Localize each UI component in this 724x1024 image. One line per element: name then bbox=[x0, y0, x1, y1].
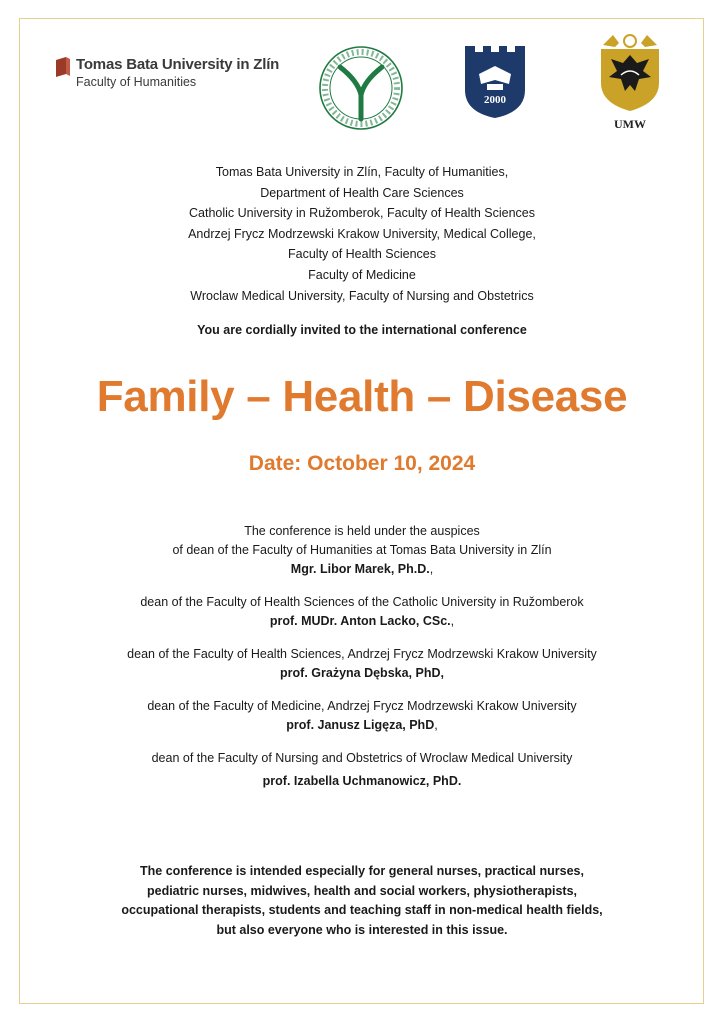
ku-seal bbox=[318, 45, 404, 131]
conference-date: Date: October 10, 2024 bbox=[248, 452, 476, 475]
institution-line: Catholic University in Ružomberok, Faculty of Health Sciences bbox=[189, 206, 535, 221]
invitation-text: You are cordially invited to the international conference bbox=[197, 323, 527, 337]
dean-role: dean of the Faculty of Medicine, Andrzej Frycz Modrzewski Krakow University bbox=[147, 699, 577, 713]
akf-crest bbox=[463, 44, 527, 120]
dean-role: of dean of the Faculty of Humanities at Tomas Bata University in Zlín bbox=[172, 543, 552, 557]
tbu-name: Tomas Bata University in Zlín bbox=[76, 56, 280, 73]
institution-line: Faculty of Medicine bbox=[308, 267, 416, 282]
book-icon bbox=[56, 57, 70, 77]
dean-role: dean of the Faculty of Health Sciences, Andrzej Frycz Modrzewski Krakow University bbox=[127, 647, 597, 661]
umw-label: UMW bbox=[614, 117, 646, 131]
svg-text:2000: 2000 bbox=[484, 94, 506, 106]
institution-line: Wroclaw Medical University, Faculty of Nursing and Obstetrics bbox=[190, 288, 534, 303]
tbu-logo bbox=[56, 56, 279, 90]
conference-title: Family – Health – Disease bbox=[96, 372, 628, 421]
tbu-faculty: Faculty of Humanities bbox=[76, 75, 197, 89]
dean-role: dean of the Faculty of Nursing and Obstetrics of Wroclaw Medical University bbox=[151, 751, 573, 765]
auspices-section: The conference is held under the auspices of dean of the Faculty of Humanities at Tomas Bata University in Zlín Mgr. Libor Marek, Ph.D., dean of the Faculty of Health Sciences of the Catholic University in Ružomberok prof. MUDr. Anton Lacko, CSc., dean of the Faculty of Health Sciences, Andrzej Frycz Modrzewski Krakow University prof. Grażyna Dębska, PhD, dean of the Faculty of Medicine, Andrzej Frycz Modrzewski Krakow University prof. Janusz Ligęza, PhD, dean of the Faculty of Nursing and Obstetrics of Wroclaw Medical University prof. Izabella Uchmanowicz, PhD. bbox=[0, 522, 724, 791]
institutions-list bbox=[0, 162, 724, 306]
institution-line: Tomas Bata University in Zlín, Faculty of Humanities, bbox=[215, 165, 509, 179]
dean-name: prof. MUDr. Anton Lacko, CSc. bbox=[269, 614, 451, 628]
dean-name: Mgr. Libor Marek, Ph.D. bbox=[290, 562, 430, 576]
institution-line: Department of Health Care Sciences bbox=[260, 185, 464, 200]
dean-name: prof. Janusz Ligęza, PhD bbox=[286, 718, 435, 732]
eagle-crest-icon bbox=[597, 33, 663, 113]
audience-line: The conference is intended especially for general nurses, practical nurses, bbox=[140, 864, 584, 878]
institution-line: Andrzej Frycz Modrzewski Krakow University, Medical College, bbox=[188, 226, 536, 241]
audience-line: occupational therapists, students and teaching staff in non-medical health fields, bbox=[121, 903, 603, 917]
dean-role: dean of the Faculty of Health Sciences of the Catholic University in Ružomberok bbox=[140, 595, 584, 609]
dean-name: prof. Grażyna Dębska, PhD, bbox=[280, 666, 444, 680]
auspices-intro: The conference is held under the auspices bbox=[244, 524, 480, 538]
audience-line: but also everyone who is interested in this issue. bbox=[216, 922, 508, 937]
dean-name: prof. Izabella Uchmanowicz, PhD. bbox=[262, 774, 462, 788]
institution-line: Faculty of Health Sciences bbox=[288, 247, 436, 262]
audience-line: pediatric nurses, midwives, health and social workers, physiotherapists, bbox=[146, 883, 577, 898]
umw-logo bbox=[597, 33, 663, 133]
logo-bar bbox=[0, 0, 724, 140]
audience-statement bbox=[0, 862, 724, 940]
